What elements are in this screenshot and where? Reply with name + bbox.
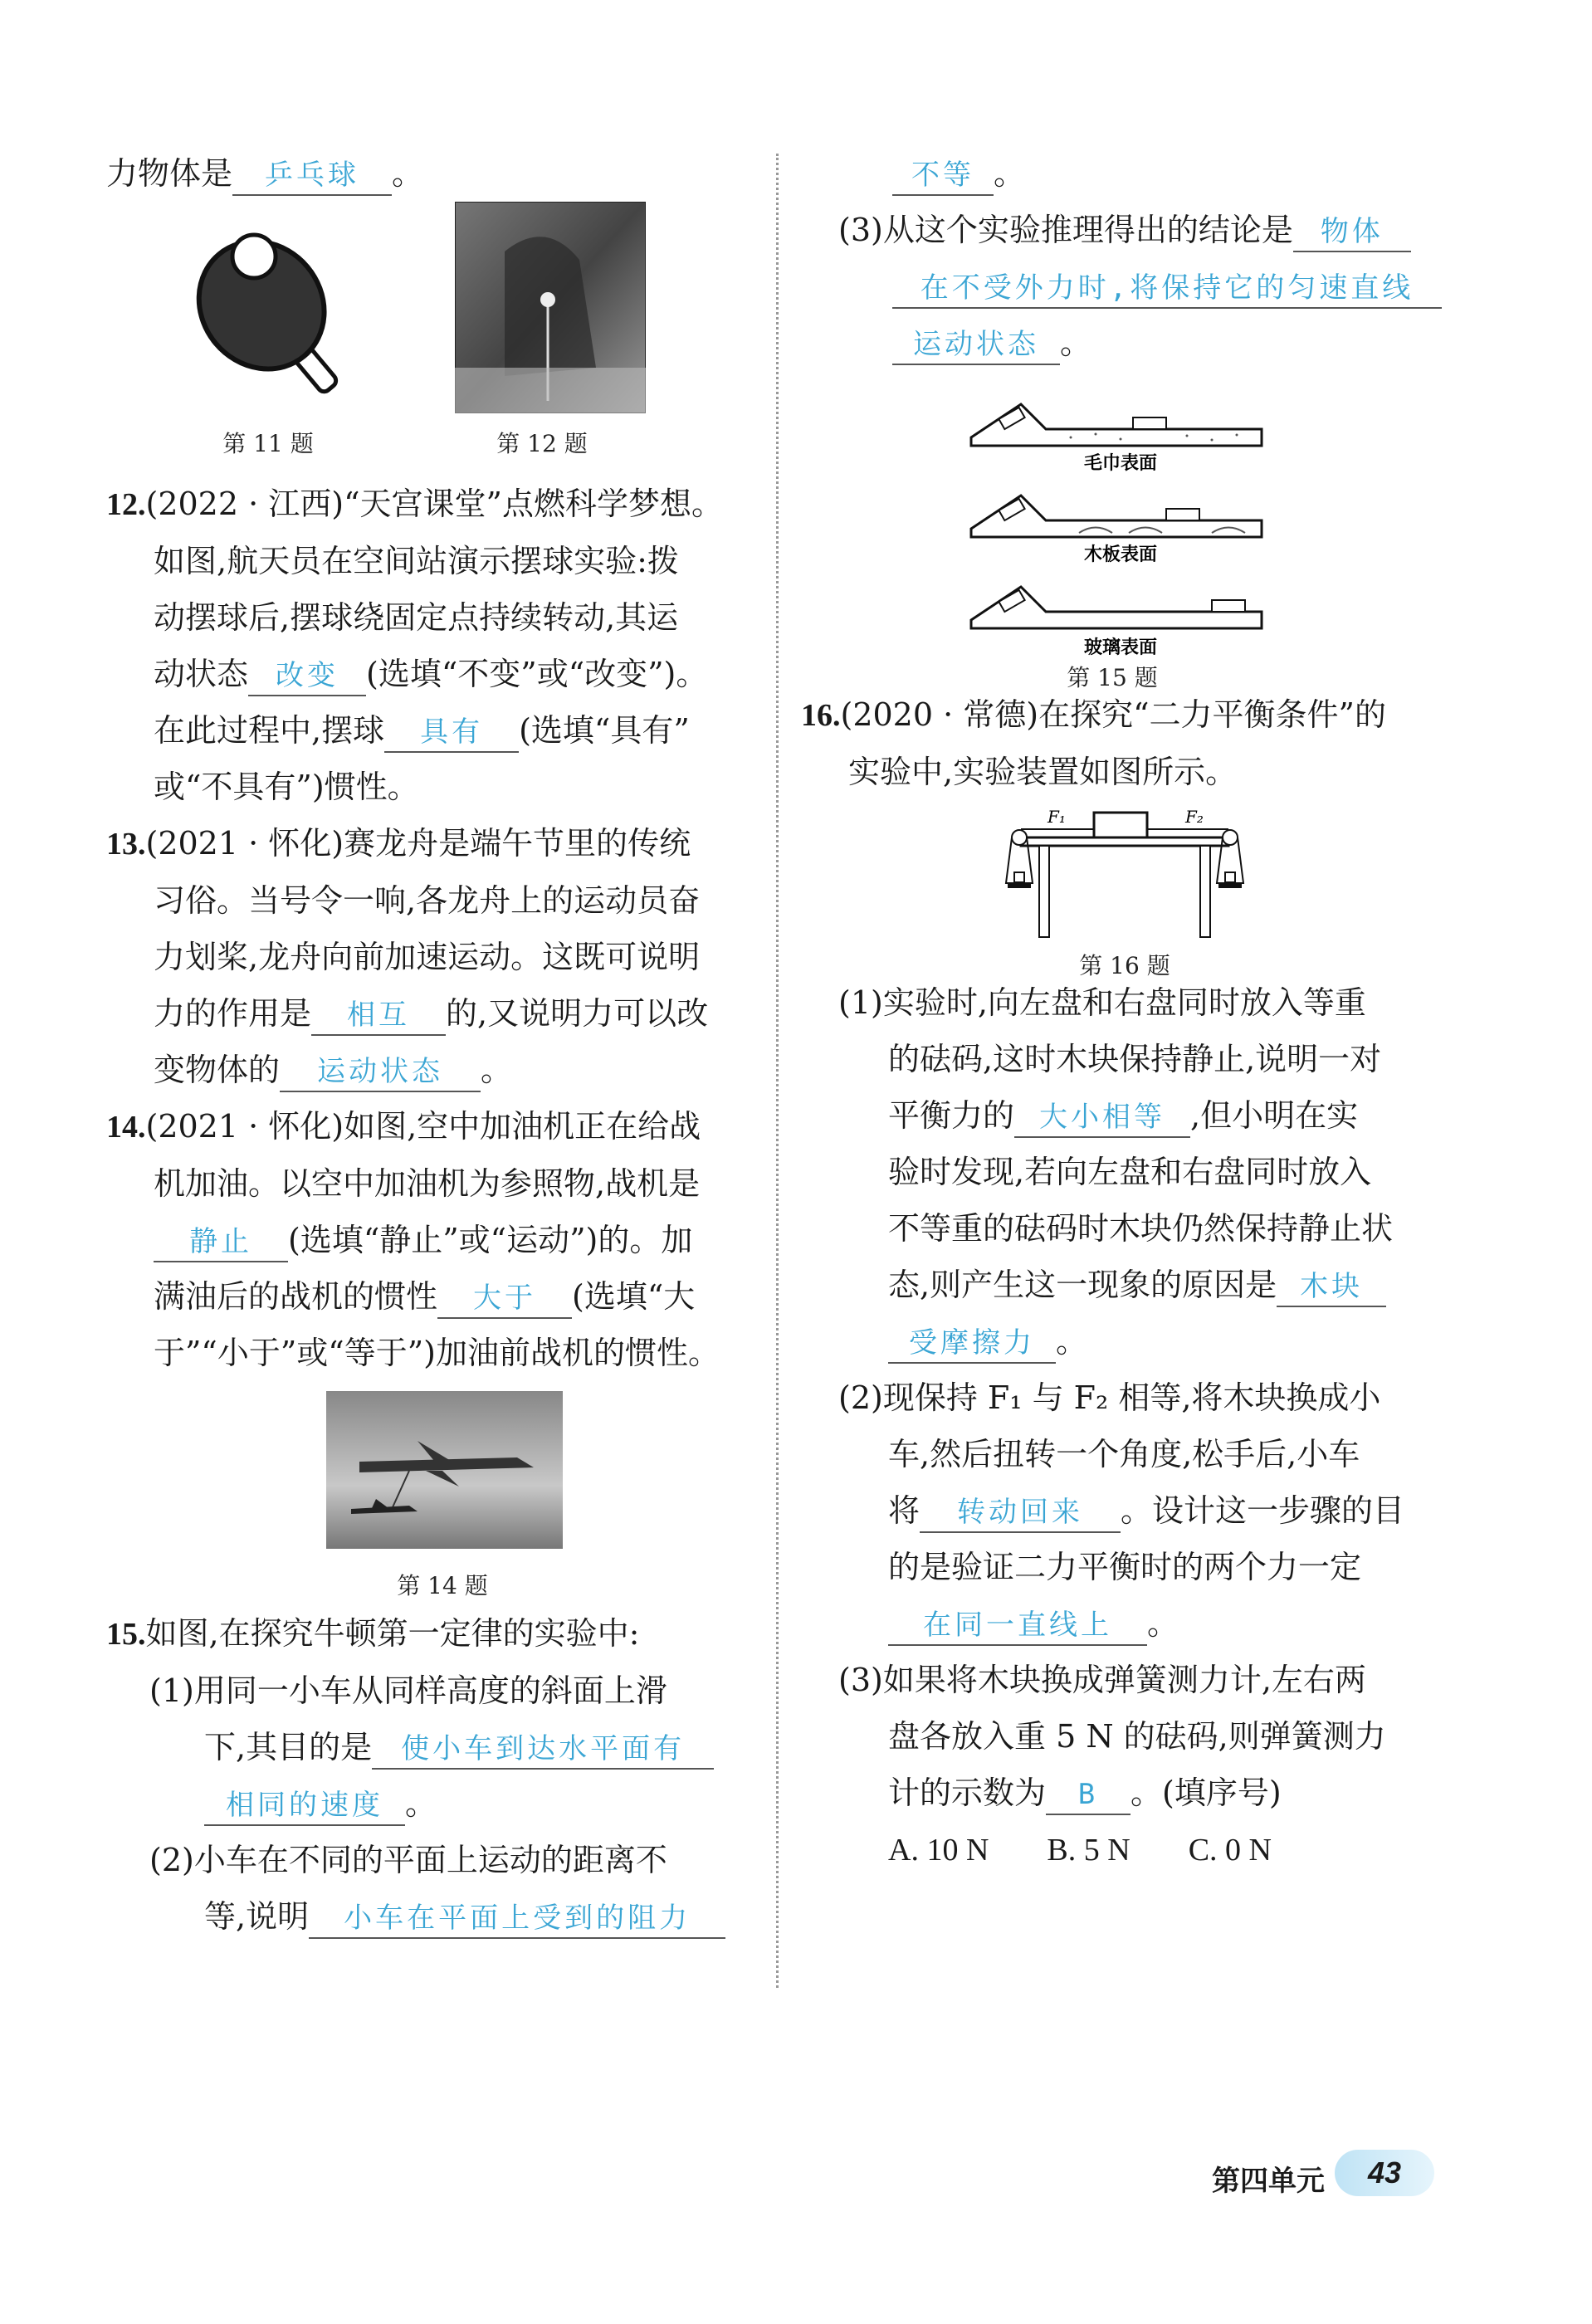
fig15-area [838, 371, 1486, 691]
caption-q11: 第 11 题 [222, 430, 314, 457]
astronaut-photo [455, 202, 646, 413]
right-pan [1218, 883, 1242, 888]
answer-blank: 相同的速度 [204, 1786, 405, 1826]
answer-blank: 改变 [248, 657, 366, 696]
question-12: 12.(2022 · 江西)“天宫课堂”点燃科学梦想。 如图,航天员在空间站演示摆球实验:拨 动摆球后,摆球绕固定点持续转动,其运 动状态 改变 (选填“不变”或“改变”)。 在此过程中,摆球 具有 (选填“具有” 或“不具有”)惯性。 [106, 486, 723, 805]
incline-ramps-figure [963, 379, 1278, 662]
answer-blank: 大小相等 [1014, 1098, 1190, 1138]
fig11-12-area [106, 202, 745, 476]
force-f2-label: F₂ [1185, 807, 1204, 827]
answer-blank: 运动状态 [892, 325, 1060, 365]
refuel-plane-photo [326, 1391, 563, 1549]
question-14: 14.(2021 · 怀化)如图,空中加油机正在给战 机加油。以空中加油机为参照物,战机是 静止 (选填“静止”或“运动”)的。加 满油后的战机的惯性 大于 (选填“大 于”“小于”或“等于”)加油前战机的惯性。 第 14 题 [106, 1098, 745, 1605]
option-a: A. 10 N [888, 1833, 989, 1868]
fig14-area [106, 1381, 745, 1605]
question-13: 13.(2021 · 怀化)赛龙舟是端午节里的传统 习俗。当号令一响,各龙舟上的运动员奋 力划桨,龙舟向前加速运动。这既可说明 力的作用是 相互 的,又说明力可以改 变物体的 运动状态 。 [106, 815, 745, 1098]
answer-blank: 运动状态 [280, 1052, 481, 1092]
question-number: 14. [106, 1110, 146, 1145]
right-column: 不等 。 (3)从这个实验推理得出的结论是 物体 在不受外力时,将保持它的匀速直线 运动状态 。 毛巾表面 木板表面 玻璃表面 第 15 题 16.(2020 · 常德)在探究“二力平衡条件”的 实验中,实验装置如图所示。 F₁ F₂ 第 16 题 (1)实验时,向左盘和右盘同时放入等重 的砝码,这时木块保持静止,说明一对 平衡力的 大小相等 ,但小明在实 验时发现,若向左盘和右盘同时放入 不等重的砝码时木块仍然保持静止状 态,则产生这一现象的原因是 木块 受摩擦力 。 (2)现保持 F₁ 与 F₂ 相等,将木块换成小 车,然后扭转一个角度,松手后,小车 将 转动回来 。设计这一步骤的目 的是验证二力平衡时的两个力一定 在同一直线上 。 (3)如果将木块换成弹簧测力计,左右两 盘各放入重 5 N 的砝码,则弹簧测力 计的示数为 B 。(填序号) A. 10 N B. 5 N C. 0 N [838, 145, 1486, 1878]
answer-blank: 小车在平面上受到的阻力 [309, 1899, 725, 1939]
caption-q12: 第 12 题 [496, 430, 588, 457]
answer-blank: 木块 [1277, 1267, 1386, 1307]
towel-label: 毛巾表面 [1083, 453, 1158, 474]
answer-blank: 转动回来 [920, 1493, 1121, 1533]
wood-surface-ramp [971, 496, 1262, 537]
question-16: 16.(2020 · 常德)在探究“二力平衡条件”的 实验中,实验装置如图所示。 F₁ F₂ 第 16 题 (1)实验时,向左盘和右盘同时放入等重 的砝码,这时木块保持静止,说明一对 平衡力的 大小相等 ,但小明在实 验时发现,若向左盘和右盘同时放入 不等重的砝码时木块仍然保持静止状 态,则产生这一现象的原因是 木块 受摩擦力 。 (2)现保持 F₁ 与 F₂ 相等,将木块换成小 车,然后扭转一个角度,松手后,小车 将 转动回来 。设计这一步骤的目 的是验证二力平衡时的两个力一定 在同一直线上 。 (3)如果将木块换成弹簧测力计,左右两 盘各放入重 5 N 的砝码,则弹簧测力 计的示数为 B 。(填序号) A. 10 N B. 5 N C. 0 N [838, 686, 1486, 1878]
left-pan [1008, 883, 1031, 888]
page-number: 43 [1335, 2150, 1434, 2196]
question-number: 16. [801, 698, 841, 733]
question-number: 12. [106, 487, 146, 522]
answer-blank: 不等 [892, 156, 994, 196]
answer-blank: B [1046, 1775, 1131, 1815]
answer-blank: 使小车到达水平面有 [372, 1730, 714, 1770]
q11-answer-line: 力物体是 乒乓球 。 [106, 145, 745, 202]
towel-surface-ramp [971, 404, 1262, 446]
ball-icon [232, 235, 276, 278]
ping-pong-paddle-figure [189, 227, 355, 409]
caption-q16: 第 16 题 [1079, 952, 1170, 979]
answer-blank: 相互 [311, 996, 446, 1036]
answer-blank: 在同一直线上 [888, 1606, 1147, 1646]
force-f1-label: F₁ [1047, 807, 1066, 827]
options-row [838, 1821, 1486, 1878]
wood-label: 木板表面 [1083, 544, 1158, 565]
glass-surface-ramp [971, 587, 1262, 628]
question-15: 15.如图,在探究牛顿第一定律的实验中: (1)用同一小车从同样高度的斜面上滑 下,其目的是 使小车到达水平面有 相同的速度 。 (2)小车在不同的平面上运动的距离不 等,说明 小车在平面上受到的阻力 [106, 1605, 745, 1945]
question-number: 15. [106, 1617, 146, 1652]
option-c: C. 0 N [1188, 1833, 1272, 1868]
answer-blank: 物体 [1293, 212, 1411, 252]
left-column [106, 145, 745, 1945]
answer-blank: 受摩擦力 [888, 1324, 1056, 1364]
pulley-icon [1223, 830, 1238, 845]
question-number: 13. [106, 827, 146, 862]
balance-apparatus-figure [1004, 804, 1245, 945]
unit-label: 第四单元 [1212, 2165, 1325, 2197]
caption-q15: 第 15 题 [1067, 664, 1158, 691]
q11-answer: 乒乓球 [232, 156, 392, 196]
column-divider [776, 154, 779, 1988]
option-b: B. 5 N [1047, 1833, 1131, 1868]
answer-blank: 具有 [384, 713, 519, 753]
wood-block [1094, 813, 1147, 837]
answer-blank: 静止 [154, 1223, 288, 1262]
pulley-icon [1012, 830, 1027, 845]
caption-q14: 第 14 题 [397, 1572, 488, 1599]
fig16-area [838, 800, 1486, 979]
answer-blank: 在不受外力时,将保持它的匀速直线 [892, 269, 1442, 309]
answer-blank: 大于 [437, 1279, 572, 1319]
glass-label: 玻璃表面 [1083, 637, 1158, 658]
